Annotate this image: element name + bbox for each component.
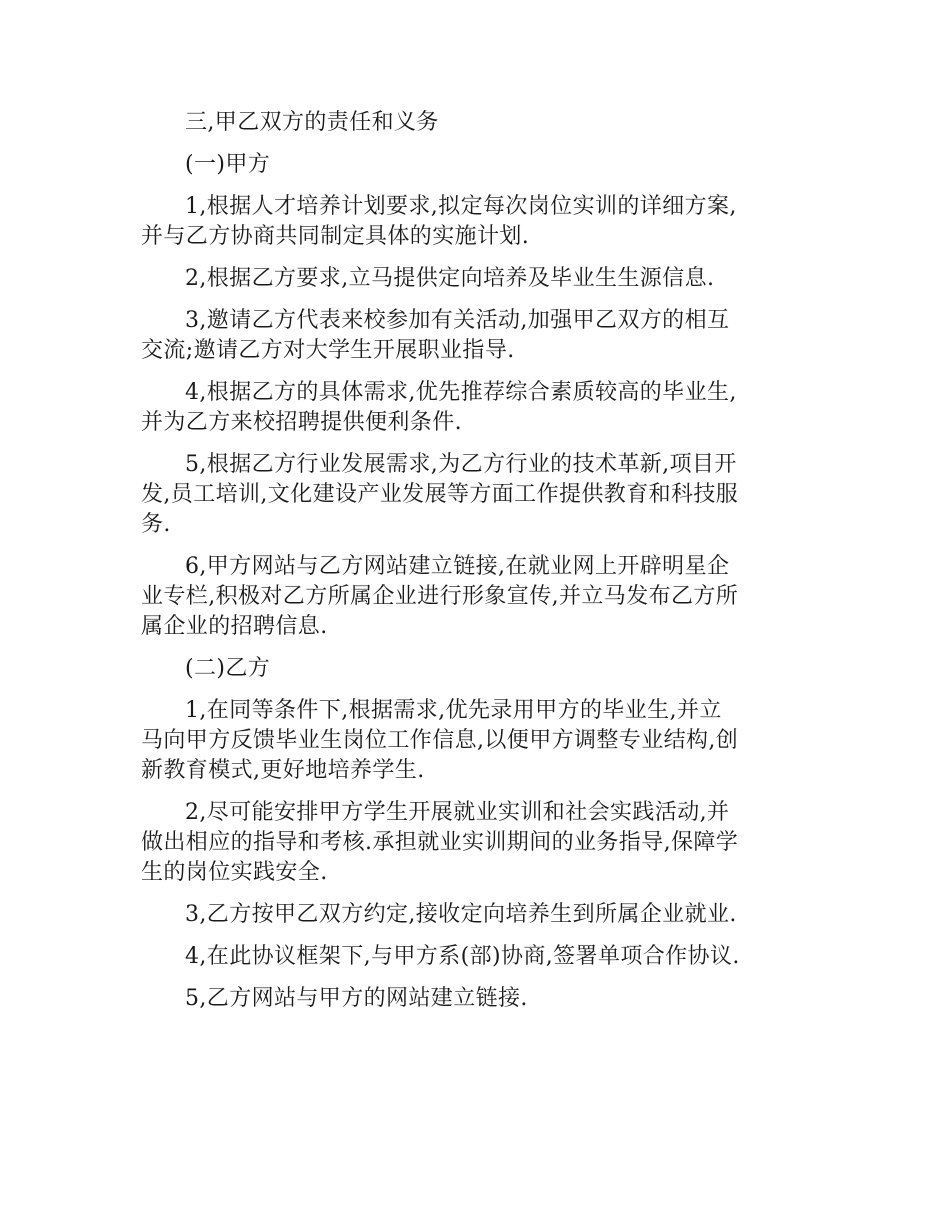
party-a-item-6: 6,甲方网站与乙方网站建立链接,在就业网上开辟明星企 业专栏,积极对乙方所属企业进行形象宣传,并立马发布乙方所 属企业的招聘信息. xyxy=(141,554,739,639)
party-b-heading: (二)乙方 xyxy=(185,656,271,681)
party-b-item-1: 1,在同等条件下,根据需求,优先录用甲方的毕业生,并立 马向甲方反馈毕业生岗位工作信息,以便甲方调整专业结构,创 新教育模式,更好地培养学生. xyxy=(141,698,739,783)
party-a-heading: (一)甲方 xyxy=(185,152,271,177)
document-body xyxy=(141,108,813,1026)
party-a-item-2: 2,根据乙方要求,立马提供定向培养及毕业生生源信息. xyxy=(185,266,715,291)
party-a-item-4: 4,根据乙方的具体需求,优先推荐综合素质较高的毕业生, 并为乙方来校招聘提供便利条件. xyxy=(141,380,737,435)
section-title: 三,甲乙双方的责任和义务 xyxy=(185,110,439,135)
party-a-item-3: 3,邀请乙方代表来校参加有关活动,加强甲乙双方的相互 交流;邀请乙方对大学生开展职业指导. xyxy=(141,308,730,363)
party-a-item-1: 1,根据人才培养计划要求,拟定每次岗位实训的详细方案, 并与乙方协商共同制定具体的实施计划. xyxy=(141,194,737,249)
party-b-item-4: 4,在此协议框架下,与甲方系(部)协商,签署单项合作协议. xyxy=(185,944,740,969)
party-b-item-3: 3,乙方按甲乙双方约定,接收定向培养生到所属企业就业. xyxy=(185,902,737,927)
party-b-item-5: 5,乙方网站与甲方的网站建立链接. xyxy=(185,986,528,1011)
party-b-item-2: 2,尽可能安排甲方学生开展就业实训和社会实践活动,并 做出相应的指导和考核.承担就业实训期间的业务指导,保障学 生的岗位实践安全. xyxy=(141,800,739,885)
party-a-item-5: 5,根据乙方行业发展需求,为乙方行业的技术革新,项目开 发,员工培训,文化建设产业发展等方面工作提供教育和科技服 务. xyxy=(141,452,739,537)
